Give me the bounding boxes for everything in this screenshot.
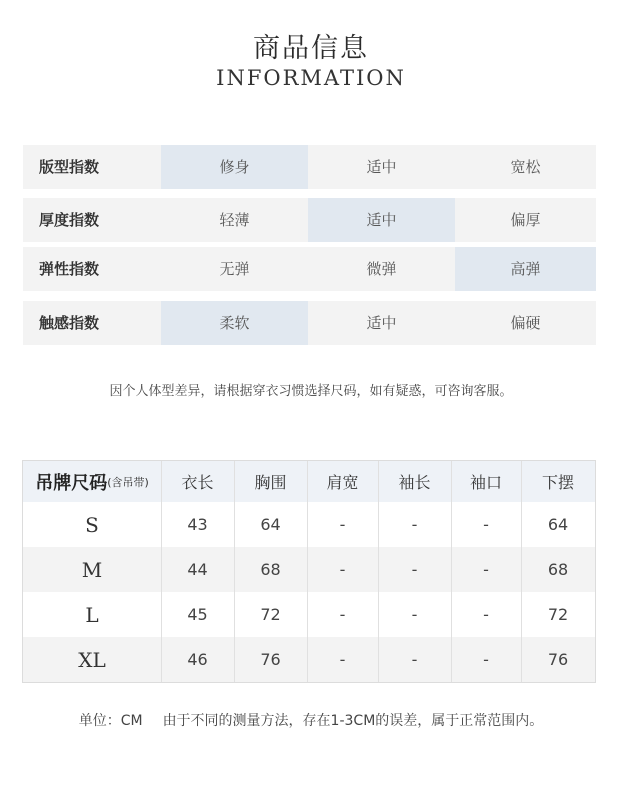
header-size-sub: (含吊带) [107,475,149,489]
column-header: 肩宽 [326,473,359,492]
index-label: 厚度指数 [39,211,100,229]
index-label: 弹性指数 [39,260,100,278]
column-divider [307,461,308,682]
column-header: 袖口 [469,473,502,492]
index-option: 适中 [366,314,397,332]
measurement-disclaimer: 由于不同的测量方法，存在1-3CM的误差，属于正常范围内。 [162,713,544,729]
table-cell: - [411,605,418,624]
table-cell: 46 [187,650,208,669]
index-option: 微弹 [366,260,397,278]
index-option: 适中 [308,198,455,242]
index-option: 偏厚 [510,211,541,229]
index-row-thickness [23,198,596,242]
size-label: XL [78,647,106,672]
table-cell: - [339,605,346,624]
table-cell: 76 [260,650,281,669]
column-divider [451,461,452,682]
index-option: 修身 [161,145,308,189]
column-header: 胸围 [254,473,287,492]
index-row-fit [23,145,596,189]
table-cell: 72 [547,605,569,624]
table-cell: 64 [547,515,569,534]
size-table [22,460,596,683]
index-row-touch [23,301,596,345]
table-cell: 44 [187,560,208,579]
index-option: 偏硬 [510,314,541,332]
index-option: 轻薄 [219,211,250,229]
index-label: 版型指数 [39,158,100,176]
table-cell: - [339,650,346,669]
table-row [23,637,595,682]
table-cell: - [411,650,418,669]
column-divider [378,461,379,682]
table-cell: - [483,650,489,669]
column-divider [161,461,162,682]
index-option: 柔软 [161,301,308,345]
table-cell: 45 [187,605,208,624]
table-cell: 76 [547,650,569,669]
table-cell: 43 [187,515,208,534]
table-cell: 68 [260,560,281,579]
table-cell: 64 [260,515,281,534]
size-advice-note: 因个人体型差异，请根据穿衣习惯选择尺码，如有疑惑，可咨询客服。 [109,384,513,399]
unit-label: 单位：CM [78,713,143,729]
table-row [23,547,595,592]
index-option: 高弹 [455,247,596,291]
table-cell: 68 [547,560,569,579]
size-table-header [23,461,595,502]
size-label: L [85,602,99,627]
index-label: 触感指数 [39,314,100,332]
header-size-main: 吊牌尺码 [35,472,108,494]
table-cell: - [411,560,418,579]
measurement-footer [0,710,622,730]
index-option: 无弹 [219,260,250,278]
table-row [23,592,595,637]
header-size-label [23,461,161,502]
table-cell: - [483,605,489,624]
table-cell: 72 [260,605,281,624]
table-cell: - [483,515,489,534]
table-cell: - [339,515,346,534]
page-title: 商品信息 [253,33,369,64]
column-header: 衣长 [181,473,214,492]
column-header: 下摆 [541,473,574,492]
page-subtitle: INFORMATION [216,66,406,90]
table-cell: - [411,515,418,534]
column-header: 袖长 [398,473,431,492]
table-row [23,502,595,547]
size-label: M [81,557,103,582]
size-label: S [85,512,99,537]
index-row-elasticity [23,247,596,291]
index-option: 宽松 [510,158,541,176]
table-cell: - [483,560,489,579]
column-divider [234,461,235,682]
column-divider [521,461,522,682]
index-option: 适中 [366,158,397,176]
table-cell: - [339,560,346,579]
